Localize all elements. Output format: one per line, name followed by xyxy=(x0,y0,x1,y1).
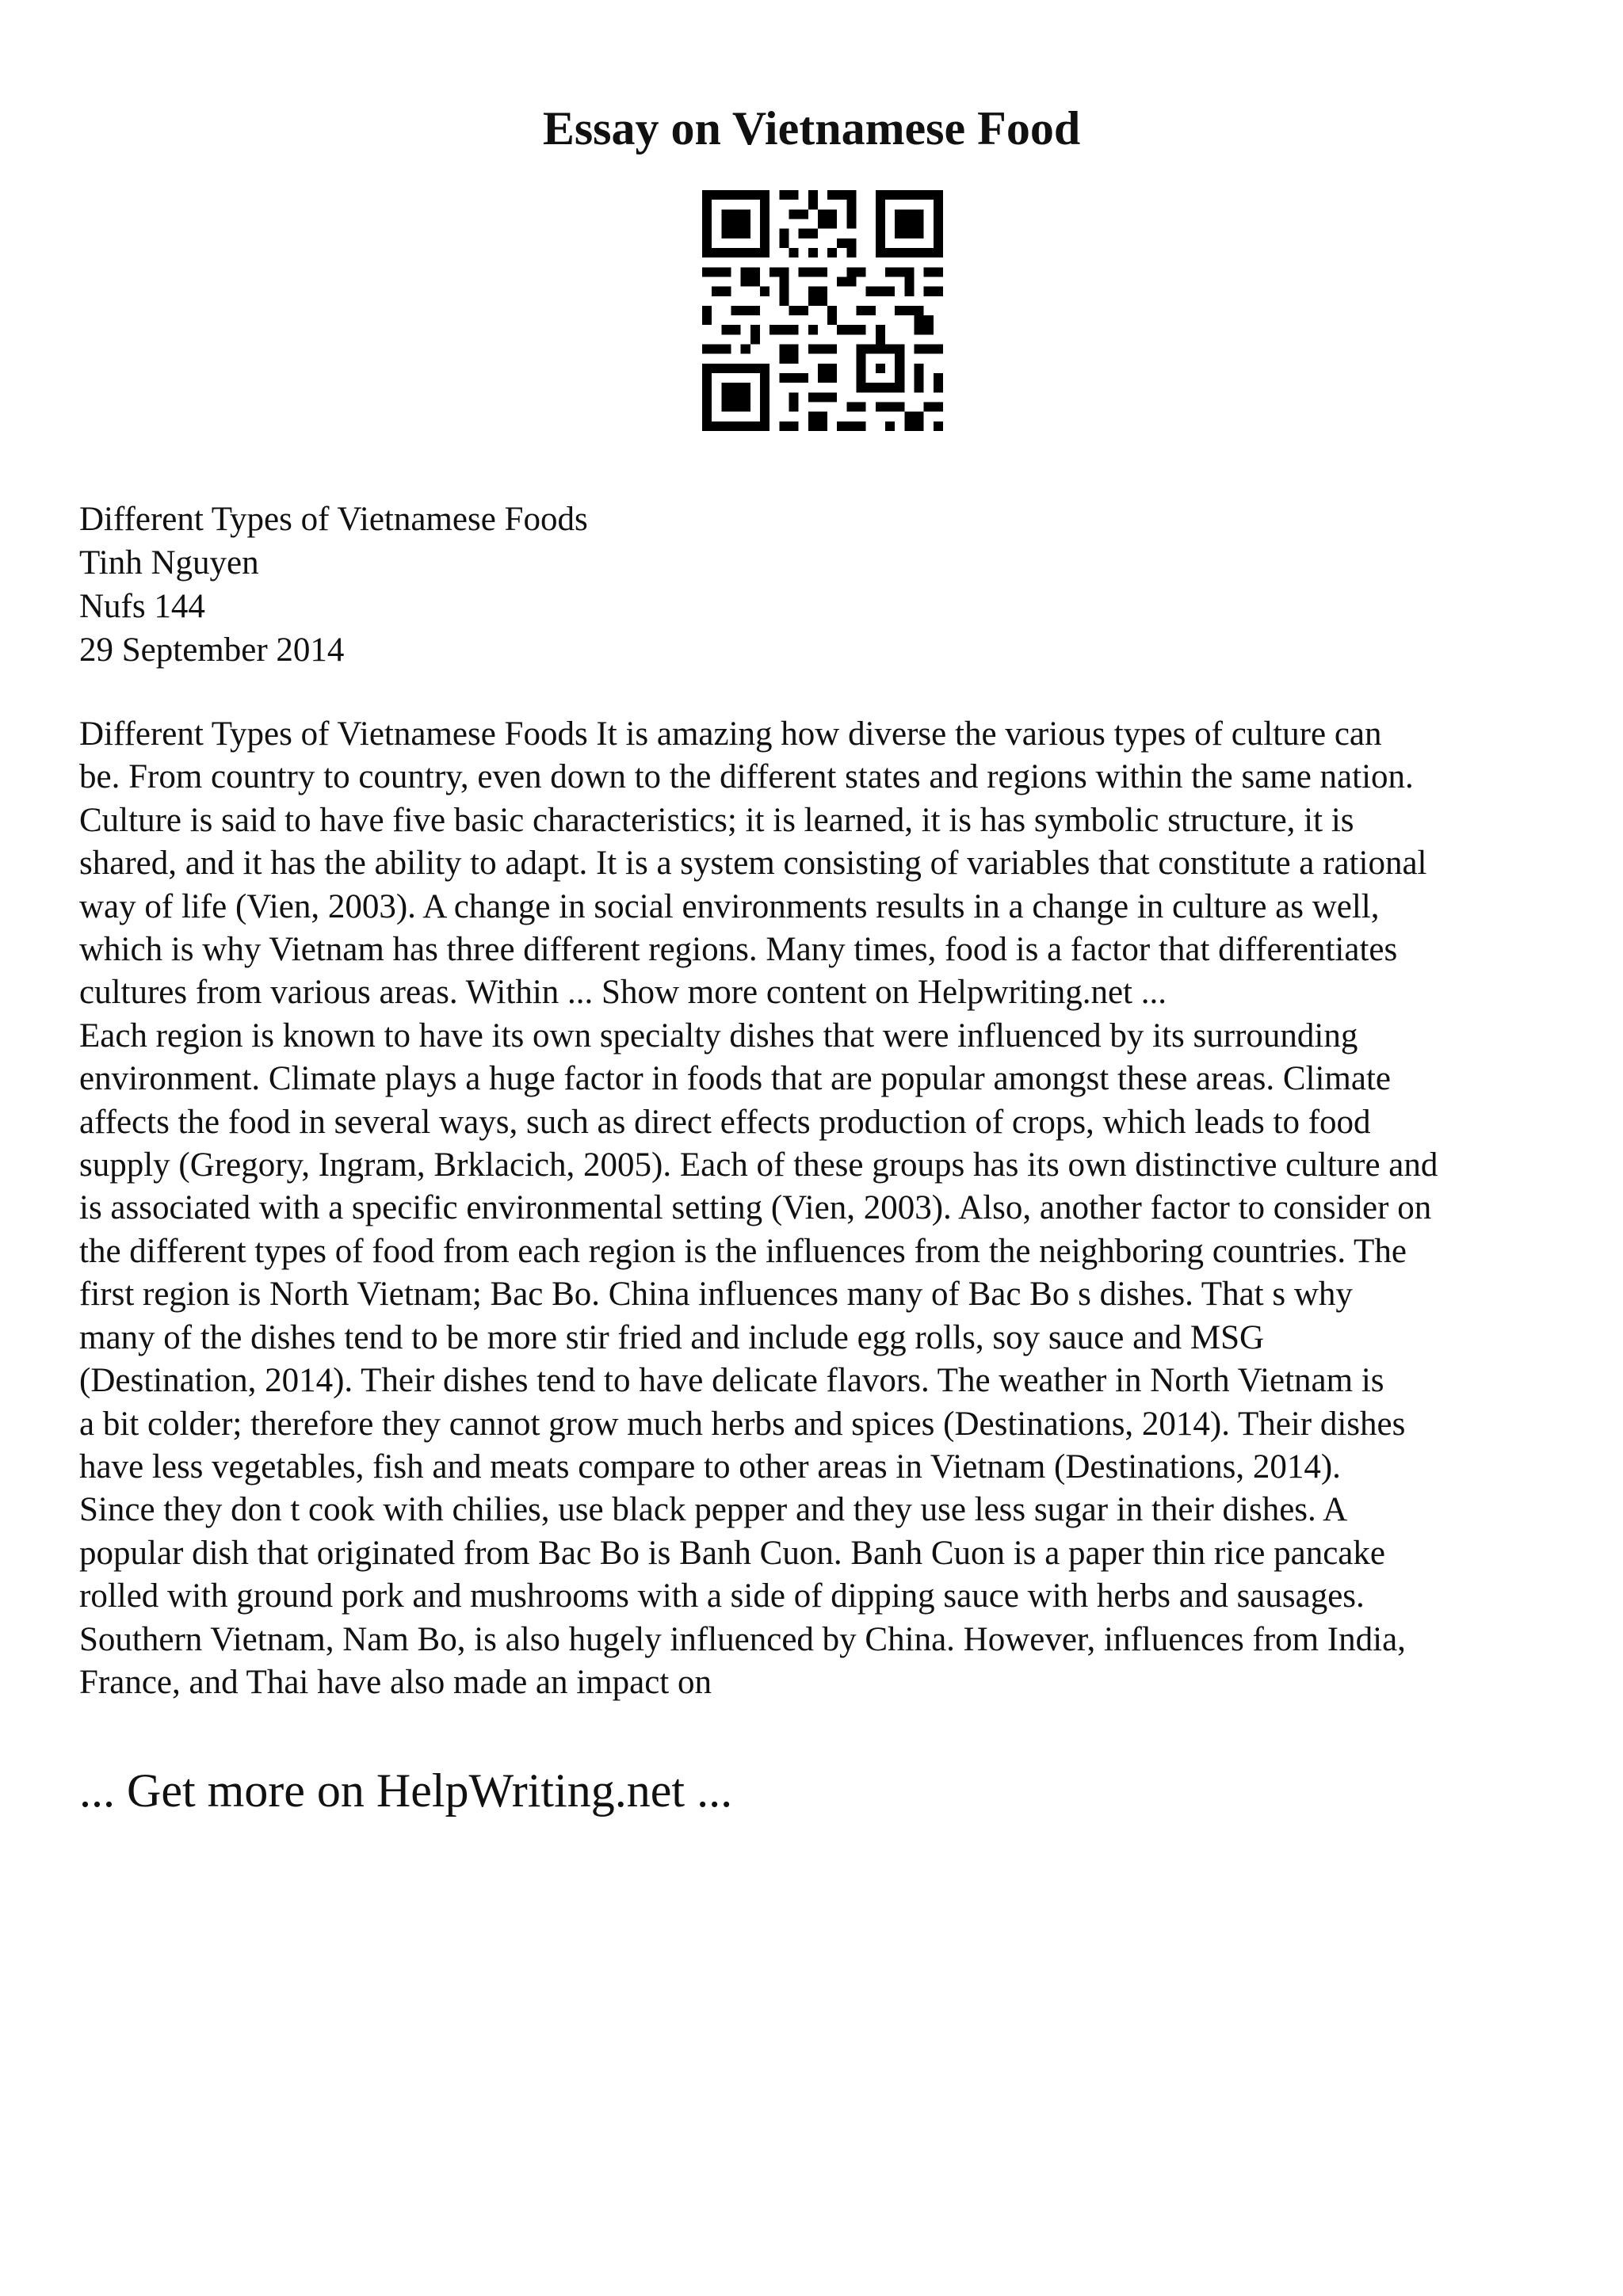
body-line: popular dish that originated from Bac Bo is Banh Cuon. Banh Cuon is a paper thin rice pancake xyxy=(79,1534,1385,1572)
body-line: France, and Thai have also made an impact on xyxy=(79,1663,712,1701)
essay-date: 29 September 2014 xyxy=(79,631,345,669)
body-line: Different Types of Vietnamese Foods It is amazing how diverse the various types of culture can xyxy=(79,715,1382,753)
body-line: rolled with ground pork and mushrooms with a side of dipping sauce with herbs and sausages. xyxy=(79,1577,1365,1615)
body-line: first region is North Vietnam; Bac Bo. China influences many of Bac Bo s dishes. That s why xyxy=(79,1276,1353,1314)
body-line: Culture is said to have five basic characteristics; it is learned, it is has symbolic structure, it is xyxy=(79,801,1354,839)
body-line: be. From country to country, even down to the different states and regions within the same nation. xyxy=(79,758,1414,796)
course-code: Nufs 144 xyxy=(79,588,205,625)
body-line: Each region is known to have its own specialty dishes that were influenced by its surrounding xyxy=(79,1016,1358,1055)
body-line: is associated with a specific environmental setting (Vien, 2003). Also, another factor to consider on xyxy=(79,1189,1432,1227)
body-line: have less vegetables, fish and meats compare to other areas in Vietnam (Destinations, 2014). xyxy=(79,1447,1341,1486)
essay-body xyxy=(79,713,1569,1704)
body-line: affects the food in several ways, such as direct effects production of crops, which leads to food xyxy=(79,1103,1371,1141)
essay-subtitle: Different Types of Vietnamese Foods xyxy=(79,501,588,538)
body-line: shared, and it has the ability to adapt. It is a system consisting of variables that constitute a rational xyxy=(79,845,1427,883)
body-line: which is why Vietnam has three different regions. Many times, food is a factor that differentiates xyxy=(79,931,1398,969)
body-line: many of the dishes tend to be more stir fried and include egg rolls, soy sauce and MSG xyxy=(79,1318,1265,1356)
body-line: (Destination, 2014). Their dishes tend to have delicate flavors. The weather in North Vietnam is xyxy=(79,1362,1384,1400)
body-line: environment. Climate plays a huge factor in foods that are popular amongst these areas. Climate xyxy=(79,1060,1391,1098)
body-line: the different types of food from each region is the influences from the neighboring countries. The xyxy=(79,1232,1407,1270)
body-line: Southern Vietnam, Nam Bo, is also hugely influenced by China. However, influences from India, xyxy=(79,1620,1406,1658)
author-name: Tinh Nguyen xyxy=(79,544,259,582)
get-more-link[interactable]: ... Get more on HelpWriting.net ... xyxy=(79,1764,733,1817)
body-line: way of life (Vien, 2003). A change in social environments results in a change in culture as well, xyxy=(79,887,1380,925)
body-line: Since they don t cook with chilies, use black pepper and they use less sugar in their dishes. A xyxy=(79,1491,1348,1529)
body-line: a bit colder; therefore they cannot grow much herbs and spices (Destinations, 2014). Their dishes xyxy=(79,1405,1406,1443)
body-line: cultures from various areas. Within ... Show more content on Helpwriting.net ... xyxy=(79,974,1167,1012)
body-line: supply (Gregory, Ingram, Brklacich, 2005). Each of these groups has its own distinctive culture and xyxy=(79,1146,1438,1184)
qr-code-icon[interactable] xyxy=(702,190,943,431)
page-title: Essay on Vietnamese Food xyxy=(542,102,1081,154)
essay-header xyxy=(79,498,588,672)
